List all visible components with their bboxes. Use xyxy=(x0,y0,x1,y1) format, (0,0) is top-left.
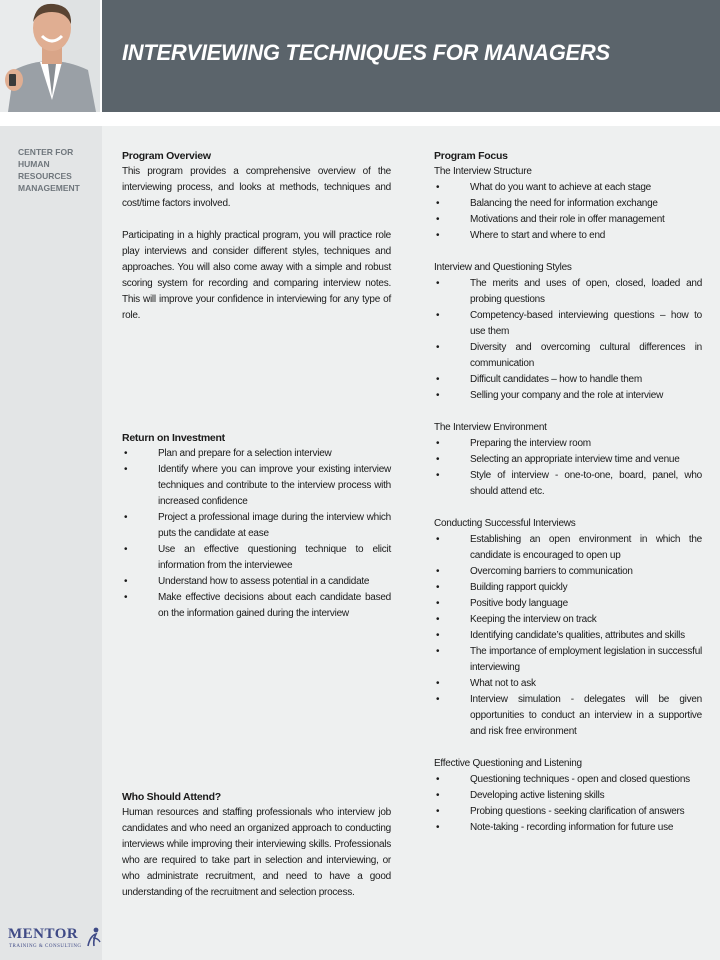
list-item: • Overcoming barriers to communication xyxy=(434,564,702,580)
list-item: • The merits and uses of open, closed, loaded and probing questions xyxy=(434,276,702,308)
section-heading: Who Should Attend? xyxy=(122,791,221,803)
list-item: • Selling your company and the role at interview xyxy=(434,388,702,404)
list-item: • What not to ask xyxy=(434,676,702,692)
list-item: • Use an effective questioning technique to elicit information from the interviewee xyxy=(122,542,391,574)
logo-mark-icon xyxy=(84,926,102,948)
sidebar-label: CENTER FOR HUMAN RESOURCES MANAGEMENT xyxy=(18,147,80,193)
list-item: • Probing questions - seeking clarification of answers xyxy=(434,804,702,820)
mentor-logo xyxy=(8,926,100,956)
roi-list xyxy=(122,446,391,622)
section-heading: Return on Investment xyxy=(122,432,225,444)
businessman-photo xyxy=(0,0,102,112)
subsection-title: Conducting Successful Interviews xyxy=(434,518,576,529)
program-overview-section xyxy=(122,148,391,324)
subsection-title: The Interview Environment xyxy=(434,422,547,433)
list-item: • Project a professional image during the interview which puts the candidate at ease xyxy=(122,510,391,542)
who-should-attend-section xyxy=(122,789,391,901)
subsection-title: The Interview Structure xyxy=(434,166,532,177)
list-item: • Make effective decisions about each candidate based on the information gained during the interview xyxy=(122,590,391,622)
list-item: • Selecting an appropriate interview time and venue xyxy=(434,452,702,468)
focus-list xyxy=(434,276,702,404)
section-heading: Program Focus xyxy=(434,150,508,162)
focus-list xyxy=(434,532,702,740)
focus-list xyxy=(434,180,702,244)
focus-list xyxy=(434,436,702,500)
list-item: • Style of interview - one-to-one, board, panel, who should attend etc. xyxy=(434,468,702,500)
list-item: • Keeping the interview on track xyxy=(434,612,702,628)
program-focus-section xyxy=(434,148,702,836)
list-item: • Where to start and where to end xyxy=(434,228,702,244)
section-heading: Program Overview xyxy=(122,150,211,162)
list-item: • Identifying candidate’s qualities, attributes and skills xyxy=(434,628,702,644)
list-item: • Building rapport quickly xyxy=(434,580,702,596)
list-item: • Understand how to assess potential in a candidate xyxy=(122,574,391,590)
list-item: • Developing active listening skills xyxy=(434,788,702,804)
list-item: • Interview simulation - delegates will be given opportunities to conduct an interview in a supportive and risk free environment xyxy=(434,692,702,740)
list-item: • Difficult candidates – how to handle them xyxy=(434,372,702,388)
list-item: • Competency-based interviewing questions – how to use them xyxy=(434,308,702,340)
list-item: • What do you want to achieve at each stage xyxy=(434,180,702,196)
list-item: • Diversity and overcoming cultural differences in communication xyxy=(434,340,702,372)
list-item: • Identify where you can improve your existing interview techniques and contribute to the interview process with increased confidence xyxy=(122,462,391,510)
list-item: • Plan and prepare for a selection interview xyxy=(122,446,391,462)
list-item: • Questioning techniques - open and closed questions xyxy=(434,772,702,788)
page-title: INTERVIEWING TECHNIQUES FOR MANAGERS xyxy=(122,40,610,65)
subsection-title: Effective Questioning and Listening xyxy=(434,758,582,769)
focus-list xyxy=(434,772,702,836)
return-on-investment-section xyxy=(122,430,391,622)
sidebar xyxy=(0,126,102,960)
header-banner xyxy=(0,0,720,112)
list-item: • The importance of employment legislation in successful interviewing xyxy=(434,644,702,676)
list-item: • Preparing the interview room xyxy=(434,436,702,452)
list-item: • Positive body language xyxy=(434,596,702,612)
attend-paragraph: Human resources and staffing professionals who interview job candidates and who need an organized approach to conducting interviews while improving their interviewing skills. Professionals who are required to take part in selection and interviewing, or who administrate recruitment, and need to have a good understanding of the recruitment and selection process. xyxy=(122,807,391,898)
overview-paragraph: This program provides a comprehensive overview of the interviewing process, and looks at methods, techniques and cost/time factors involved. xyxy=(122,166,391,209)
overview-paragraph: Participating in a highly practical program, you will practice role play interviews and consider different styles, techniques and approaches. You will also come away with a simple and robust scoring system for recording and comparing interview notes. This will improve your confidence in interviewing for any type of role. xyxy=(122,230,391,321)
logo-tagline: TRAINING & CONSULTING xyxy=(9,944,82,949)
list-item: • Establishing an open environment in which the candidate is encouraged to open up xyxy=(434,532,702,564)
list-item: • Motivations and their role in offer management xyxy=(434,212,702,228)
list-item: • Balancing the need for information exchange xyxy=(434,196,702,212)
logo-name: MENTOR xyxy=(8,926,79,942)
list-item: • Note-taking - recording information for future use xyxy=(434,820,702,836)
subsection-title: Interview and Questioning Styles xyxy=(434,262,572,273)
